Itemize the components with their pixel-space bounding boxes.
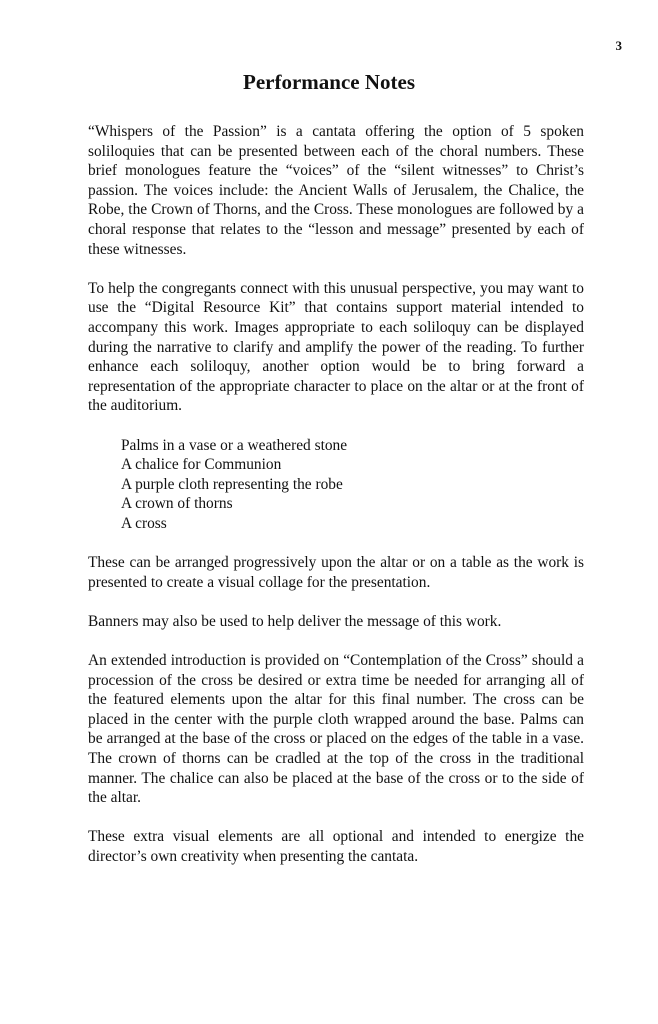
list-item: A chalice for Communion [121, 456, 282, 474]
paragraph-resource-kit: To help the congregants connect with this unusual perspective, you may want to use the “Digital Resource Kit” that contains support material intended to accompany this work. Images appropriate to each soliloquy can be displayed during the narrative to clarify and amplify the power of the reading. To further enhance each soliloquy, another option would be to bring forward a representation of the appropriate character to place on the altar or at the front of the auditorium. [88, 279, 584, 415]
paragraph-arrangement: These can be arranged progressively upon the altar or on a table as the work is presented to create a visual collage for the presentation. [88, 554, 584, 591]
paragraph-extended-introduction: An extended introduction is provided on “Contemplation of the Cross” should a procession of the cross be desired or extra time be needed for arranging all of the featured elements upon the altar for this final number. The cross can be placed in the center with the purple cloth wrapped around the base. Palms can be arranged at the base of the cross or placed on the edges of the table in a vase. The crown of thorns can be cradled at the top of the cross in the traditional manner. The chalice can also be placed at the base of the cross or to the side of the altar. [88, 652, 584, 807]
page-number: 3 [615, 38, 622, 53]
page-title: Performance Notes [243, 70, 415, 94]
representation-list [88, 436, 584, 534]
list-item: Palms in a vase or a weathered stone [121, 436, 348, 454]
document-body [88, 122, 584, 886]
list-item: A purple cloth representing the robe [121, 475, 343, 493]
list-item: A crown of thorns [121, 495, 233, 513]
paragraph-intro: “Whispers of the Passion” is a cantata offering the option of 5 spoken soliloquies that can be presented between each of the choral numbers. These brief monologues feature the “voices” of the “silent witnesses” to Christ’s passion. The voices include: the Ancient Walls of Jerusalem, the Chalice, the Robe, the Crown of Thorns, and the Cross. These monologues are followed by a choral response that relates to the “lesson and message” presented by each of these witnesses. [88, 123, 584, 258]
list-item: A cross [121, 514, 167, 532]
paragraph-banners: Banners may also be used to help deliver the message of this work. [88, 612, 502, 630]
paragraph-optional-elements: These extra visual elements are all optional and intended to energize the director’s own creativity when presenting the cantata. [88, 828, 584, 865]
